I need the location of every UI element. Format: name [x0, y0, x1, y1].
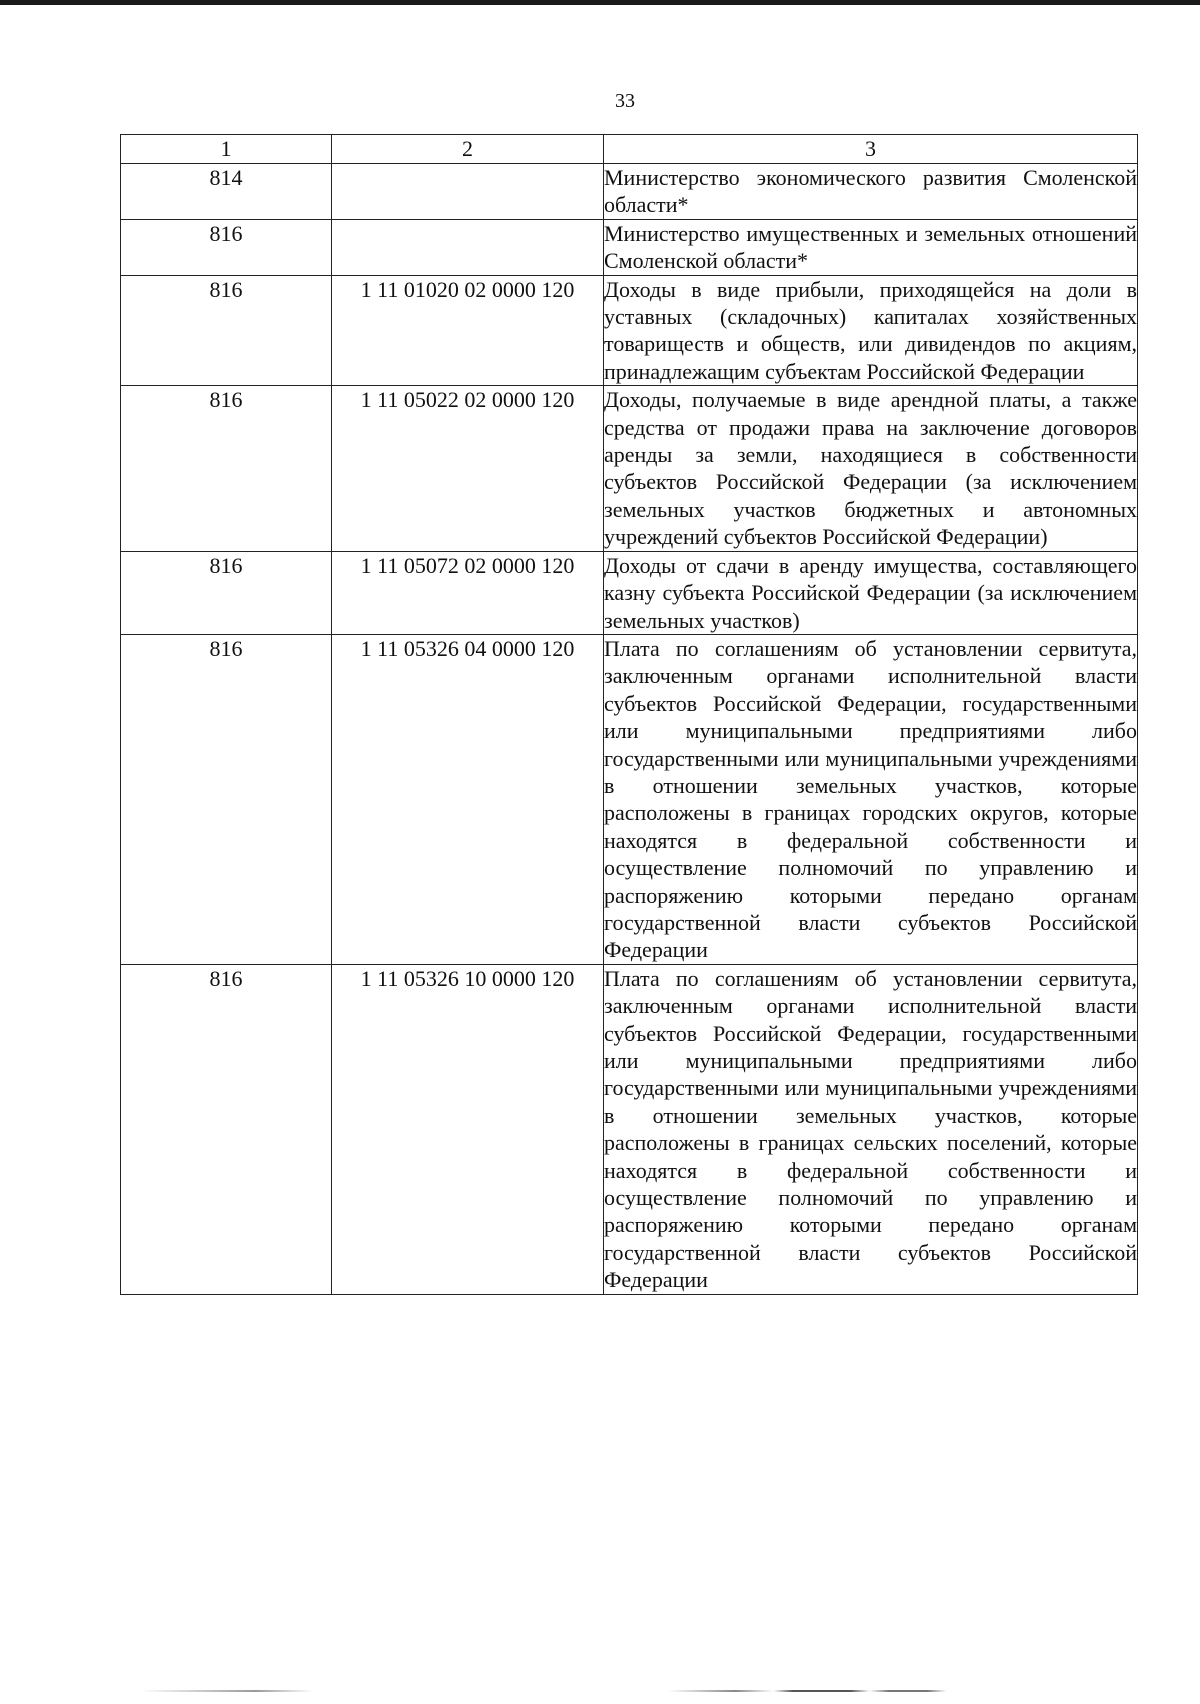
admin-code-cell: 814: [121, 164, 332, 220]
description-cell: Министерство имущественных и земельных отношений Смоленской области*: [604, 220, 1137, 274]
description-cell: Доходы от сдачи в аренду имущества, составляющего казну субъекта Российской Федерации (за исключением земельных участков): [604, 552, 1137, 633]
column-header-2: 2: [332, 135, 604, 164]
admin-code-cell: 816: [121, 634, 332, 964]
description-cell: Доходы, получаемые в виде арендной платы, а также средства от продажи права на заключение договоров аренды за земли, находящиеся в собственности субъектов Российской Федерации (за исключением земельных участков бюджетных и автономных учреждений субъектов Российской Федерации): [604, 387, 1137, 550]
table-row: [121, 164, 1138, 220]
column-header-1: 1: [121, 135, 332, 164]
table-row: [121, 551, 1138, 634]
kbk-code-cell: 1 11 05326 04 0000 120: [332, 634, 604, 964]
column-header-3: 3: [604, 135, 1138, 164]
description-cell: Министерство экономического развития Смоленской области*: [604, 165, 1137, 218]
kbk-code-cell: 1 11 05072 02 0000 120: [332, 551, 604, 634]
kbk-code-cell: [332, 164, 604, 220]
table-row: [121, 634, 1138, 964]
table-row: [121, 964, 1138, 1294]
admin-code-cell: 816: [121, 964, 332, 1294]
table-row: [121, 386, 1138, 551]
kbk-code-cell: 1 11 01020 02 0000 120: [332, 275, 604, 386]
table-row: [121, 275, 1138, 386]
table-row: [121, 219, 1138, 275]
kbk-code-cell: 1 11 05326 10 0000 120: [332, 964, 604, 1294]
description-cell: Доходы в виде прибыли, приходящейся на доли в уставных (складочных) капиталах хозяйственных товариществ и обществ, или дивидендов по акциям, принадлежащим субъектам Российской Федерации: [604, 276, 1137, 384]
admin-code-cell: 816: [121, 551, 332, 634]
kbk-code-cell: [332, 219, 604, 275]
top-border-rule: [0, 0, 1200, 5]
admin-code-cell: 816: [121, 275, 332, 386]
table-header-row: [121, 135, 1138, 164]
revenue-codes-table: [120, 134, 1138, 1295]
page-number: 33: [615, 90, 635, 112]
description-cell: Плата по соглашениям об установлении сервитута, заключенным органами исполнительной власти субъектов Российской Федерации, государственными или муниципальными предприятиями либо государственными или муниципальными учреждениями в отношении земельных участков, которые расположены в границах сельских поселений, которые находятся в федеральной собственности и осуществление полномочий по управлению и распоряжению которыми передано органам государственной власти субъектов Российской Федерации: [604, 965, 1137, 1293]
description-cell: Плата по соглашениям об установлении сервитута, заключенным органами исполнительной власти субъектов Российской Федерации, государственными или муниципальными предприятиями либо государственными или муниципальными учреждениями в отношении земельных участков, которые расположены в границах городских округов, которые находятся в федеральной собственности и осуществление полномочий по управлению и распоряжению которыми передано органам государственной власти субъектов Российской Федерации: [604, 635, 1137, 963]
admin-code-cell: 816: [121, 219, 332, 275]
scan-edge-artifact: [140, 1690, 1100, 1692]
kbk-code-cell: 1 11 05022 02 0000 120: [332, 386, 604, 551]
admin-code-cell: 816: [121, 386, 332, 551]
